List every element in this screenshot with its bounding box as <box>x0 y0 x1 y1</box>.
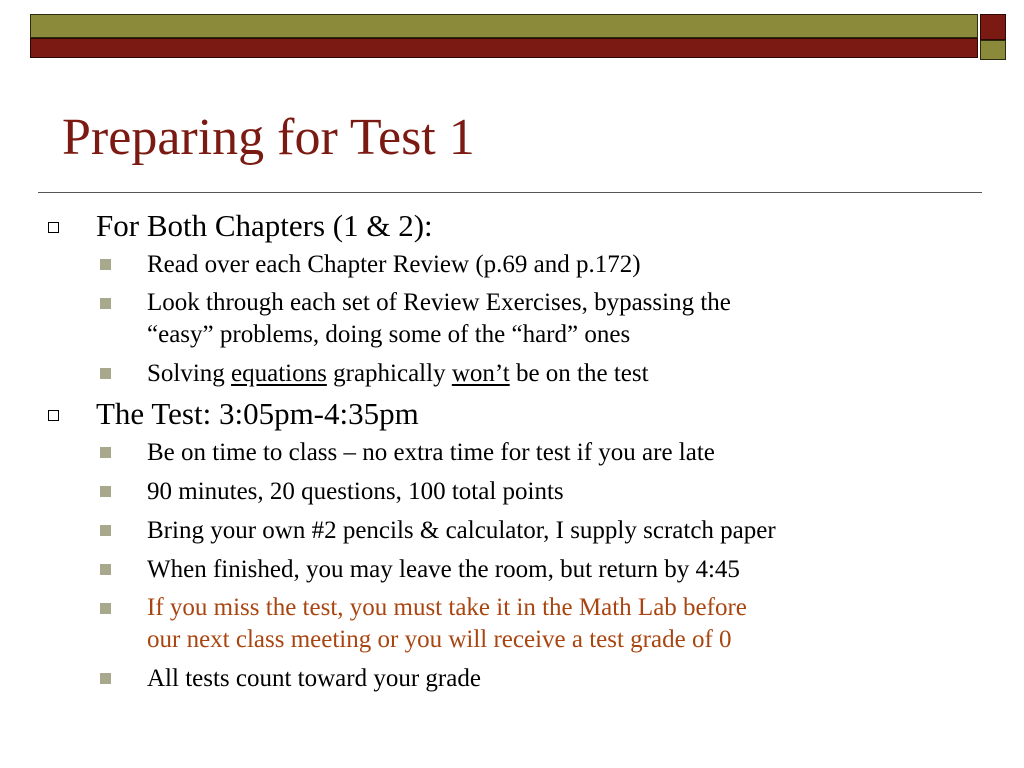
list-item <box>0 287 1024 351</box>
square-bullet-icon <box>100 486 111 497</box>
section-heading-test-time <box>0 396 1024 432</box>
list-item-text-mid: graphically <box>326 360 452 387</box>
slide-title: Preparing for Test 1 <box>62 109 475 166</box>
section-heading-chapters <box>0 208 1024 244</box>
list-item-text-line2: “easy” problems, doing some of the “hard” ones <box>147 321 631 348</box>
header-decoration <box>30 14 978 60</box>
list-item-text: All tests count toward your grade <box>147 665 481 692</box>
list-item <box>0 475 1024 508</box>
square-bullet-icon <box>100 564 111 575</box>
header-maroon-bar <box>30 38 978 58</box>
list-item-text-pre: Solving <box>147 360 232 387</box>
list-item-text-post: be on the test <box>509 360 649 387</box>
section-heading-text: The Test: 3:05pm-4:35pm <box>96 396 419 431</box>
list-item <box>0 662 1024 695</box>
slide-content <box>0 208 1024 701</box>
list-item-text-line2: our next class meeting or you will receive a test grade of 0 <box>147 626 732 653</box>
list-item <box>0 436 1024 469</box>
hollow-square-bullet-icon <box>48 410 59 421</box>
underlined-word-wont: won’t <box>451 360 510 387</box>
square-bullet-icon <box>100 603 111 614</box>
list-item-text: Be on time to class – no extra time for test if you are late <box>147 439 715 466</box>
square-bullet-icon <box>100 525 111 536</box>
list-item-text: 90 minutes, 20 questions, 100 total points <box>147 478 564 505</box>
list-item-text: When finished, you may leave the room, but return by 4:45 <box>147 556 740 583</box>
square-bullet-icon <box>100 259 111 270</box>
square-bullet-icon <box>100 447 111 458</box>
title-divider <box>38 192 982 193</box>
underlined-word-equations: equations <box>231 360 327 387</box>
corner-block-olive <box>980 40 1006 60</box>
corner-block-maroon <box>980 14 1006 40</box>
list-item-text-line1: If you miss the test, you must take it in the Math Lab before <box>147 594 747 621</box>
list-item <box>0 553 1024 586</box>
list-item-text: Read over each Chapter Review (p.69 and p.172) <box>147 251 641 278</box>
list-item <box>0 248 1024 281</box>
header-olive-bar <box>30 14 978 38</box>
square-bullet-icon <box>100 368 111 379</box>
list-item-text-line1: Look through each set of Review Exercises, bypassing the <box>147 289 731 316</box>
square-bullet-icon <box>100 673 111 684</box>
list-item-text: Bring your own #2 pencils & calculator, I supply scratch paper <box>147 517 776 544</box>
list-item-highlighted <box>0 592 1024 656</box>
square-bullet-icon <box>100 298 111 309</box>
hollow-square-bullet-icon <box>48 222 59 233</box>
section-heading-text: For Both Chapters (1 & 2): <box>96 208 433 243</box>
list-item <box>0 514 1024 547</box>
list-item <box>0 357 1024 390</box>
